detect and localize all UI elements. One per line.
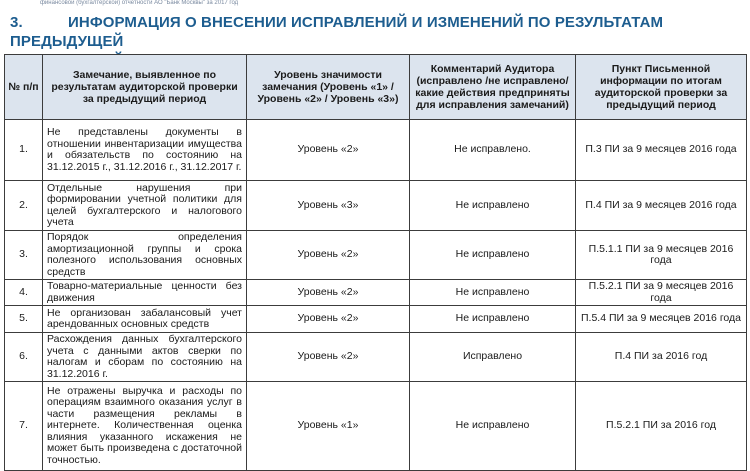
row-comment: Не исправлено xyxy=(410,280,576,306)
row-remark: Отдельные нарушения при формировании учетной политики для целей бухгалтерского и налогового учета xyxy=(43,181,247,231)
header-num: № п/п xyxy=(5,55,43,120)
page-top-strip: финансовой (бухгалтерской) отчетности АО "Банк Москвы" за 2017 год xyxy=(40,0,239,6)
table-row xyxy=(5,306,747,333)
row-num: 3. xyxy=(5,231,43,280)
row-level: Уровень «2» xyxy=(247,231,410,280)
table-header-row xyxy=(5,55,747,120)
row-remark: Не представлены документы в отношении инвентаризации имущества и обязательств по состоянию на 31.12.2015 г., 31.12.2016 г., 31.12.2017 г. xyxy=(43,120,247,181)
row-remark: Товарно-материальные ценности без движения xyxy=(43,280,247,306)
row-remark: Порядок определения амортизационной группы и срока полезного использования основных средств xyxy=(43,231,247,280)
row-remark: Не организован забалансовый учет арендованных основных средств xyxy=(43,306,247,333)
row-num: 1. xyxy=(5,120,43,181)
corrections-table xyxy=(4,54,747,471)
row-comment: Не исправлено xyxy=(410,382,576,471)
section-number: 3. xyxy=(10,14,23,31)
row-level: Уровень «2» xyxy=(247,280,410,306)
row-comment: Не исправлено xyxy=(410,231,576,280)
table-row xyxy=(5,333,747,382)
row-num: 7. xyxy=(5,382,43,471)
row-num: 5. xyxy=(5,306,43,333)
header-reference: Пункт Письменной информации по итогам аудиторской проверки за предыдущий период xyxy=(576,55,747,120)
row-level: Уровень «1» xyxy=(247,382,410,471)
row-reference: П.5.2.1 ПИ за 2016 год xyxy=(576,382,747,471)
table-row xyxy=(5,280,747,306)
row-remark: Расхождения данных бухгалтерского учета с данными актов сверки по налогам и сборам по состоянию на 31.12.2016 г. xyxy=(43,333,247,382)
row-num: 6. xyxy=(5,333,43,382)
table-row xyxy=(5,382,747,471)
row-reference: П.5.2.1 ПИ за 9 месяцев 2016 года xyxy=(576,280,747,306)
header-level: Уровень значимости замечания (Уровень «1» / Уровень «2» / Уровень «3») xyxy=(247,55,410,120)
row-reference: П.5.4 ПИ за 9 месяцев 2016 года xyxy=(576,306,747,333)
header-comment: Комментарий Аудитора (исправлено /не исправлено/какие действия предприняты для исправления замечаний) xyxy=(410,55,576,120)
row-reference: П.5.1.1 ПИ за 9 месяцев 2016 года xyxy=(576,231,747,280)
row-level: Уровень «2» xyxy=(247,333,410,382)
row-reference: П.3 ПИ за 9 месяцев 2016 года xyxy=(576,120,747,181)
section-title-line1: ИНФОРМАЦИЯ О ВНЕСЕНИИ ИСПРАВЛЕНИЙ И ИЗМЕНЕНИЙ ПО РЕЗУЛЬТАТАМ ПРЕДЫДУЩЕЙ xyxy=(10,14,664,50)
row-comment: Не исправлено xyxy=(410,306,576,333)
row-level: Уровень «3» xyxy=(247,181,410,231)
row-comment: Не исправлено xyxy=(410,181,576,231)
row-comment: Исправлено xyxy=(410,333,576,382)
table-row xyxy=(5,120,747,181)
row-num: 4. xyxy=(5,280,43,306)
row-level: Уровень «2» xyxy=(247,306,410,333)
row-comment: Не исправлено. xyxy=(410,120,576,181)
row-level: Уровень «2» xyxy=(247,120,410,181)
row-num: 2. xyxy=(5,181,43,231)
table-row xyxy=(5,231,747,280)
row-reference: П.4 ПИ за 2016 год xyxy=(576,333,747,382)
row-reference: П.4 ПИ за 9 месяцев 2016 года xyxy=(576,181,747,231)
table-row xyxy=(5,181,747,231)
row-remark: Не отражены выручка и расходы по операциям взаимного оказания услуг в части размещения рекламы в интернете. Количественная оценка влияния указанного искажения не может быть произведена с достаточной точностью. xyxy=(43,382,247,471)
header-remark: Замечание, выявленное по результатам аудиторской проверки за предыдущий период xyxy=(43,55,247,120)
